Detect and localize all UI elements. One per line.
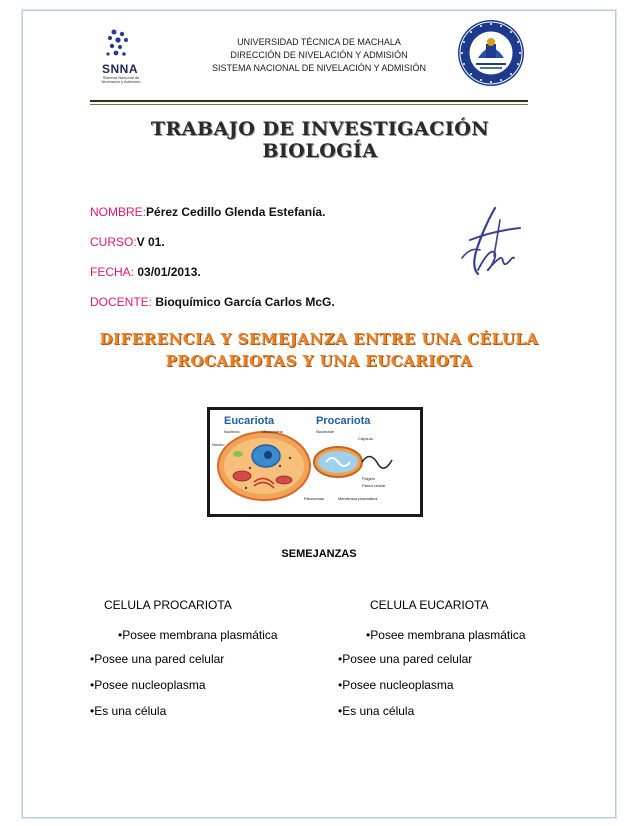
header-line-2: DIRECCIÓN DE NIVELACIÓN Y ADMISIÓN — [230, 50, 408, 60]
title-line-1: TRABAJO DE INVESTIGACIÓN — [150, 118, 490, 140]
header-line-3: SISTEMA NACIONAL DE NIVELACIÓN Y ADMISIÓN — [212, 63, 426, 73]
snna-logo-text: SNNA — [101, 62, 138, 76]
date-value: 03/01/2013. — [134, 265, 201, 279]
header-divider — [90, 100, 528, 102]
flagelo-label: Flagelo — [362, 476, 376, 481]
eukaryote-item-2: •Posee una pared celular — [338, 652, 473, 666]
signature-icon — [440, 200, 550, 290]
title-line-2: BIOLOGÍA — [262, 140, 378, 162]
mitocondria-label: Mitocondria — [262, 429, 283, 434]
membrana-label: Membrana plasmática — [338, 496, 378, 501]
prokaryote-label: Procariota — [316, 415, 371, 427]
eukaryote-label: Eucariota — [224, 415, 275, 427]
prokaryote-heading: CELULA PROCARIOTA — [104, 598, 232, 612]
section-subtitle — [80, 328, 558, 372]
cell-diagram — [210, 410, 420, 514]
pared-label: Pared celular — [362, 483, 386, 488]
snna-logo — [96, 26, 144, 84]
course-value: V 01. — [136, 235, 165, 249]
document-title — [120, 118, 520, 162]
snna-emblem-icon — [96, 26, 144, 64]
date-row — [90, 265, 201, 279]
name-value: Pérez Cedillo Glenda Estefanía. — [146, 205, 326, 219]
prokaryotic-cell — [314, 447, 392, 477]
nucleoide-label: Nucleoide — [316, 429, 334, 434]
subtitle-line-1: DIFERENCIA Y SEMEJANZA ENTRE UNA CÉLULA — [99, 330, 539, 348]
course-row — [90, 235, 165, 249]
subtitle-line-2: PROCARIOTAS Y UNA EUCARIOTA — [165, 352, 473, 370]
date-label: FECHA: — [90, 265, 135, 279]
nucleolo-label: Nucleolo — [224, 429, 240, 434]
header-line-1: UNIVERSIDAD TÉCNICA DE MACHALA — [237, 37, 401, 47]
handwritten-signature — [440, 200, 550, 290]
cell-comparison-figure — [207, 407, 423, 517]
teacher-label: DOCENTE: — [90, 295, 153, 309]
snna-logo-subtext: Sistema Nacional de Nivelación y Admisión — [101, 75, 141, 84]
name-label: NOMBRE: — [90, 205, 147, 219]
teacher-row — [90, 295, 335, 309]
teacher-value: Bioquímico García Carlos McG. — [152, 295, 335, 309]
course-label: CURSO: — [90, 235, 137, 249]
ribosomas-label: Ribosomas — [304, 496, 325, 501]
eukaryote-item-1: •Posee membrana plasmática — [366, 628, 526, 642]
name-row — [90, 205, 325, 219]
similarities-title: SEMEJANZAS — [281, 548, 357, 560]
eukaryote-item-3: •Posee nucleoplasma — [338, 678, 454, 692]
prokaryote-item-1: •Posee membrana plasmática — [118, 628, 278, 642]
eukaryotic-cell — [218, 432, 310, 500]
university-seal-icon — [456, 18, 526, 88]
prokaryote-item-2: •Posee una pared celular — [90, 652, 225, 666]
capsula-label: Cápsula — [358, 436, 373, 441]
eukaryote-heading: CELULA EUCARIOTA — [370, 598, 489, 612]
university-seal — [456, 18, 526, 88]
header-divider-thin — [90, 104, 528, 105]
prokaryote-item-3: •Posee nucleoplasma — [90, 678, 206, 692]
nucleo-label: Núcleo — [212, 442, 225, 447]
institution-header — [150, 36, 488, 75]
eukaryote-item-4: •Es una célula — [338, 704, 415, 718]
prokaryote-item-4: •Es una célula — [90, 704, 167, 718]
